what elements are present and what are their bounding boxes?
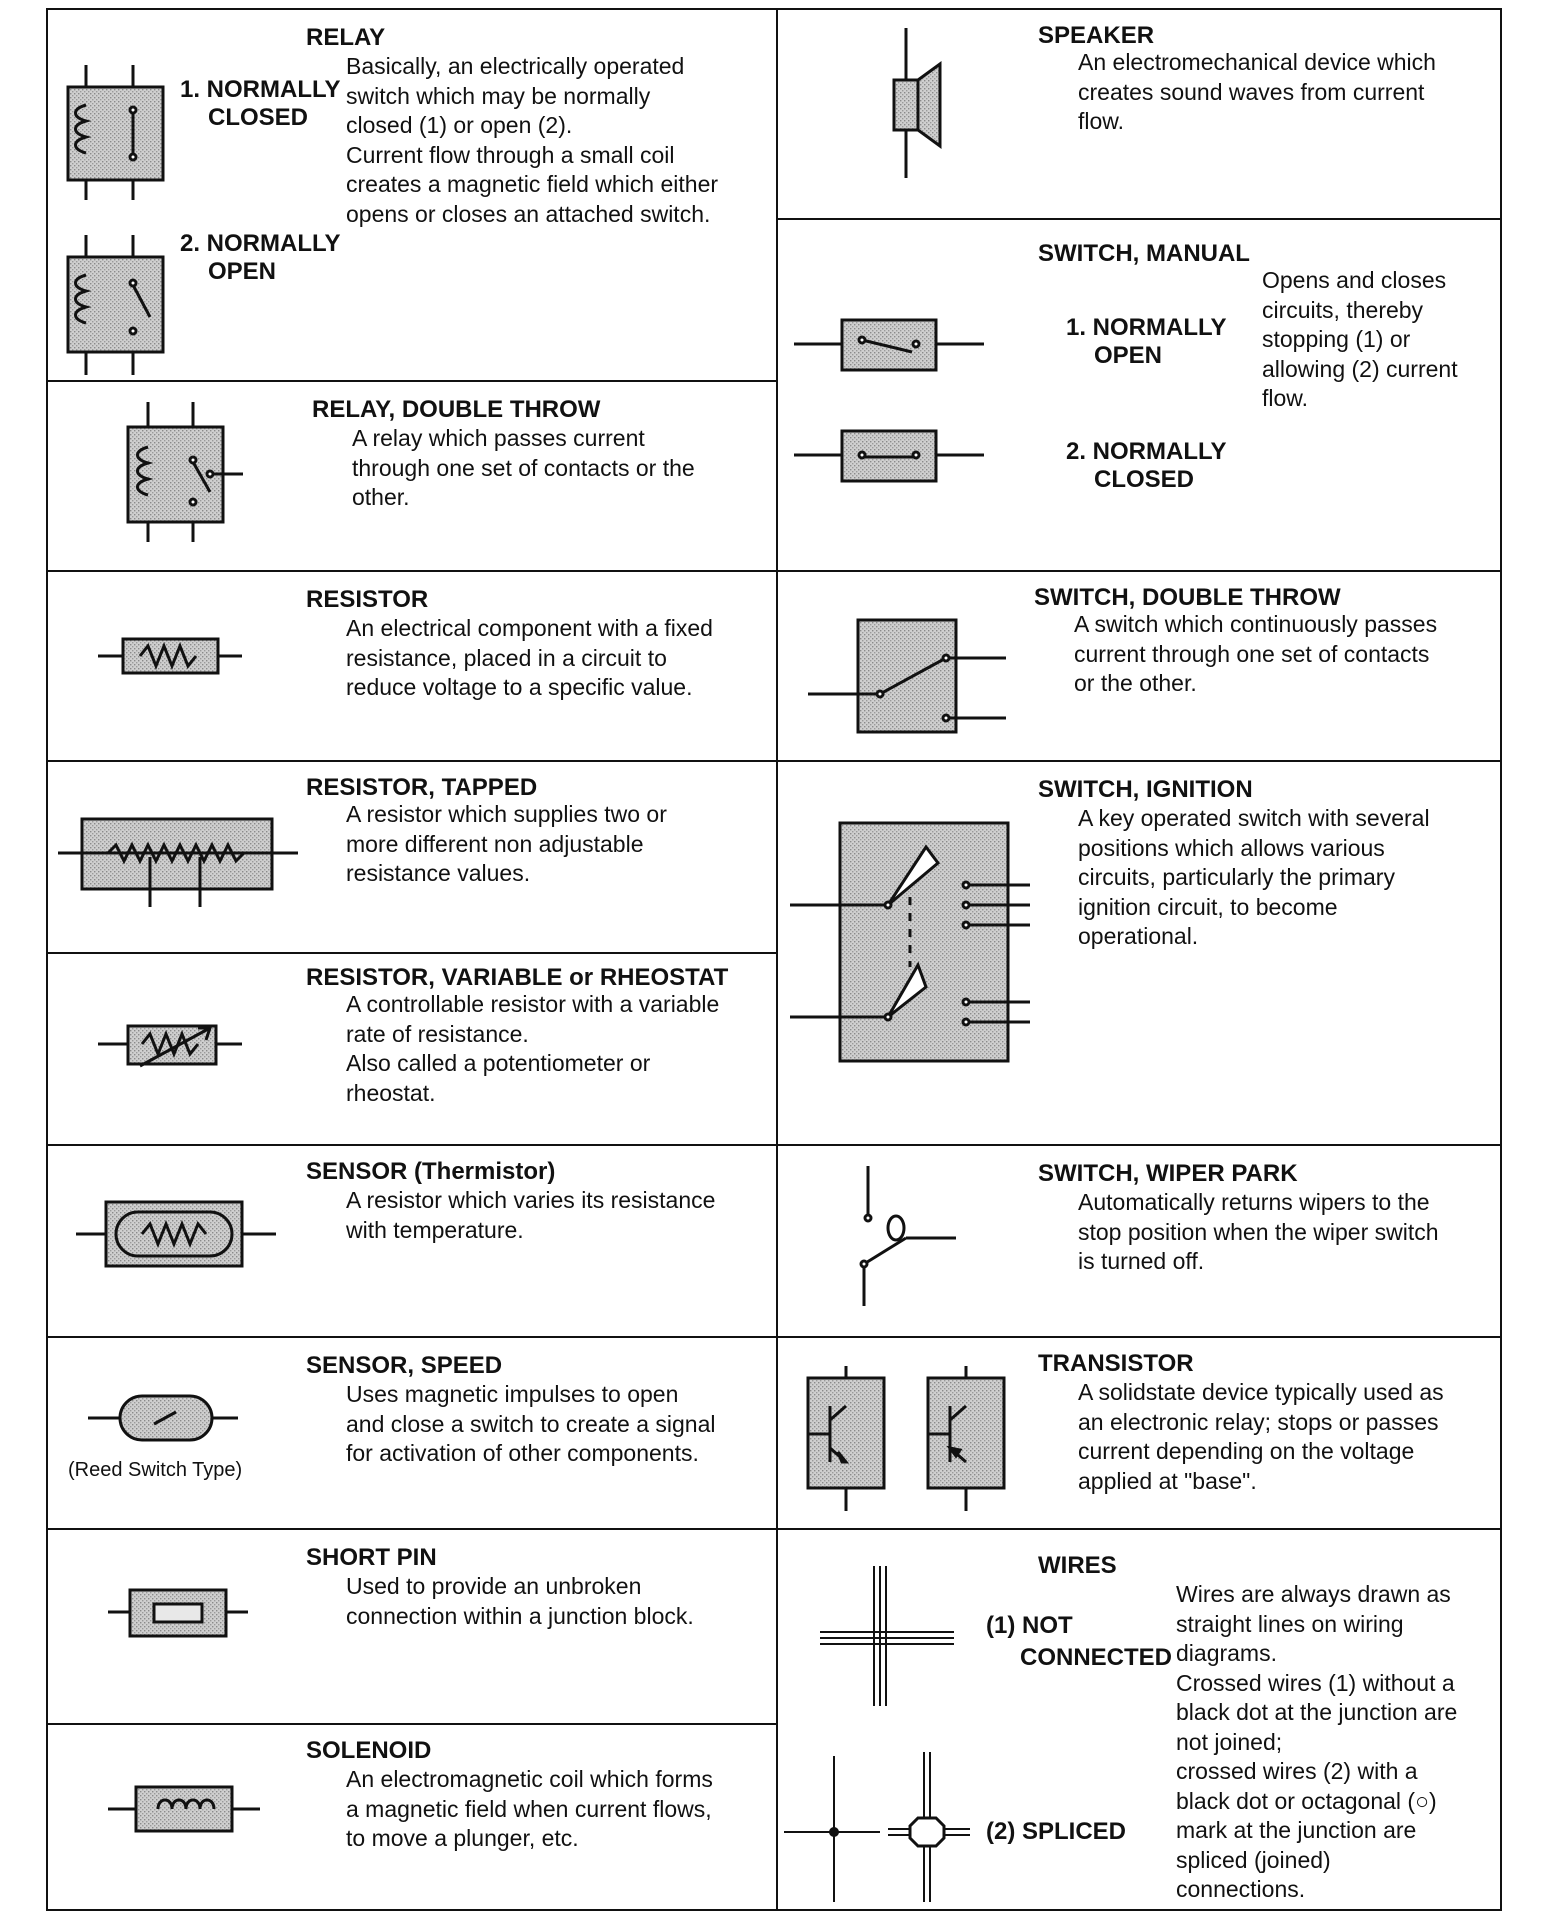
right-column [776, 10, 1500, 1909]
switch-manual-nc-label: 2. NORMALLY CLOSED [1066, 438, 1227, 493]
switch-ignition-description: A key operated switch with several positions which allows various circuits, particularly the primary ignition circuit, to become operational. [1078, 805, 1430, 949]
switch-double-throw-symbol [808, 602, 1008, 752]
cell-resistor-tapped [48, 762, 776, 954]
short-pin-symbol [108, 1582, 258, 1642]
speaker-title: SPEAKER [1038, 22, 1155, 49]
switch-double-throw-description: A switch which continuously passes current through one set of contacts or the other. [1074, 611, 1438, 696]
sensor-speed-caption: (Reed Switch Type) [68, 1459, 243, 1481]
cell-switch-double-throw [776, 572, 1500, 762]
sensor-speed-description: Uses magnetic impulses to open and close a switch to create a signal for activation of other components. [346, 1381, 716, 1466]
switch-double-throw-title: SWITCH, DOUBLE THROW [1034, 584, 1341, 611]
wires-not-connected-label: (1) NOT CONNECTED [986, 1612, 1173, 1671]
resistor-description: An electrical component with a fixed resistance, placed in a circuit to reduce voltage to a specific value. [346, 615, 713, 700]
cell-speaker [776, 10, 1500, 220]
cell-resistor [48, 572, 776, 762]
sensor-thermistor-symbol [76, 1196, 286, 1276]
wires-spliced-label: (2) SPLICED [986, 1818, 1127, 1845]
sensor-speed-symbol [88, 1384, 248, 1444]
switch-wiper-park-description: Automatically returns wipers to the stop position when the wiper switch is turned off. [1078, 1189, 1439, 1274]
switch-ignition-title: SWITCH, IGNITION [1038, 776, 1253, 803]
symbol-chart [46, 8, 1502, 1911]
solenoid-title: SOLENOID [306, 1737, 432, 1764]
transistor-description: A solidstate device typically used as an electronic relay; stops or passes current depending on the voltage applied at "base". [1078, 1379, 1444, 1494]
cell-wires [776, 1530, 1500, 1913]
switch-manual-description: Opens and closes circuits, thereby stopping (1) or allowing (2) current flow. [1262, 267, 1458, 411]
relay-nc-label: 1. NORMALLY CLOSED [180, 76, 341, 131]
cell-sensor-thermistor [48, 1146, 776, 1338]
switch-manual-symbol [794, 300, 994, 500]
switch-manual-title: SWITCH, MANUAL [1038, 240, 1250, 267]
cell-transistor [776, 1338, 1500, 1530]
relay-normally-closed-symbol [62, 65, 172, 385]
solenoid-symbol [108, 1775, 268, 1835]
cell-short-pin [48, 1530, 776, 1725]
transistor-title: TRANSISTOR [1038, 1350, 1194, 1377]
transistor-symbol [802, 1366, 1042, 1516]
switch-wiper-park-symbol [846, 1166, 986, 1316]
resistor-variable-title: RESISTOR, VARIABLE or RHEOSTAT [306, 964, 729, 991]
relay-double-throw-symbol [118, 402, 258, 552]
wires-symbol [784, 1566, 984, 1906]
relay-description: Basically, an electrically operated switch which may be normally closed (1) or open (2). Current flow through a small coil creates a magnetic field which either opens or closes an attached switch. [346, 53, 719, 227]
wires-title: WIRES [1038, 1552, 1117, 1579]
speaker-symbol [876, 28, 956, 188]
cell-resistor-variable [48, 954, 776, 1146]
cell-sensor-speed [48, 1338, 776, 1530]
cell-switch-ignition [776, 762, 1500, 1146]
switch-ignition-symbol [790, 817, 1070, 1077]
short-pin-title: SHORT PIN [306, 1544, 437, 1571]
resistor-title: RESISTOR [306, 586, 429, 613]
resistor-variable-description: A controllable resistor with a variable rate of resistance. Also called a potentiometer or rheostat. [346, 991, 720, 1106]
relay-no-label: 2. NORMALLY OPEN [180, 230, 341, 285]
solenoid-description: An electromagnetic coil which forms a magnetic field when current flows, to move a plunger, etc. [346, 1766, 713, 1851]
cell-switch-wiper-park [776, 1146, 1500, 1338]
left-column [48, 10, 778, 1909]
resistor-tapped-symbol [58, 807, 308, 907]
relay-double-throw-description: A relay which passes current through one set of contacts or the other. [352, 425, 695, 510]
cell-switch-manual [776, 220, 1500, 572]
wires-description: Wires are always drawn as straight lines on wiring diagrams. Crossed wires (1) without a black dot at the junction are not joined; crossed wires (2) with a black dot or octagonal (○) mark at the junction are spliced (joined) connections. [1176, 1581, 1458, 1902]
relay-title: RELAY [306, 24, 386, 51]
switch-manual-no-label: 1. NORMALLY OPEN [1066, 314, 1227, 369]
relay-double-throw-title: RELAY, DOUBLE THROW [312, 396, 601, 423]
cell-relay [48, 10, 776, 382]
sensor-thermistor-title: SENSOR (Thermistor) [306, 1158, 556, 1185]
sensor-thermistor-description: A resistor which varies its resistance with temperature. [346, 1187, 716, 1243]
cell-solenoid [48, 1725, 776, 1913]
speaker-description: An electromechanical device which creates sound waves from current flow. [1078, 49, 1436, 134]
resistor-symbol [98, 632, 258, 682]
resistor-variable-symbol [98, 1014, 258, 1074]
cell-relay-double-throw [48, 382, 776, 572]
short-pin-description: Used to provide an unbroken connection within a junction block. [346, 1573, 694, 1629]
resistor-tapped-title: RESISTOR, TAPPED [306, 774, 538, 801]
resistor-tapped-description: A resistor which supplies two or more different non adjustable resistance values. [346, 801, 667, 886]
switch-wiper-park-title: SWITCH, WIPER PARK [1038, 1160, 1298, 1187]
sensor-speed-title: SENSOR, SPEED [306, 1352, 503, 1379]
